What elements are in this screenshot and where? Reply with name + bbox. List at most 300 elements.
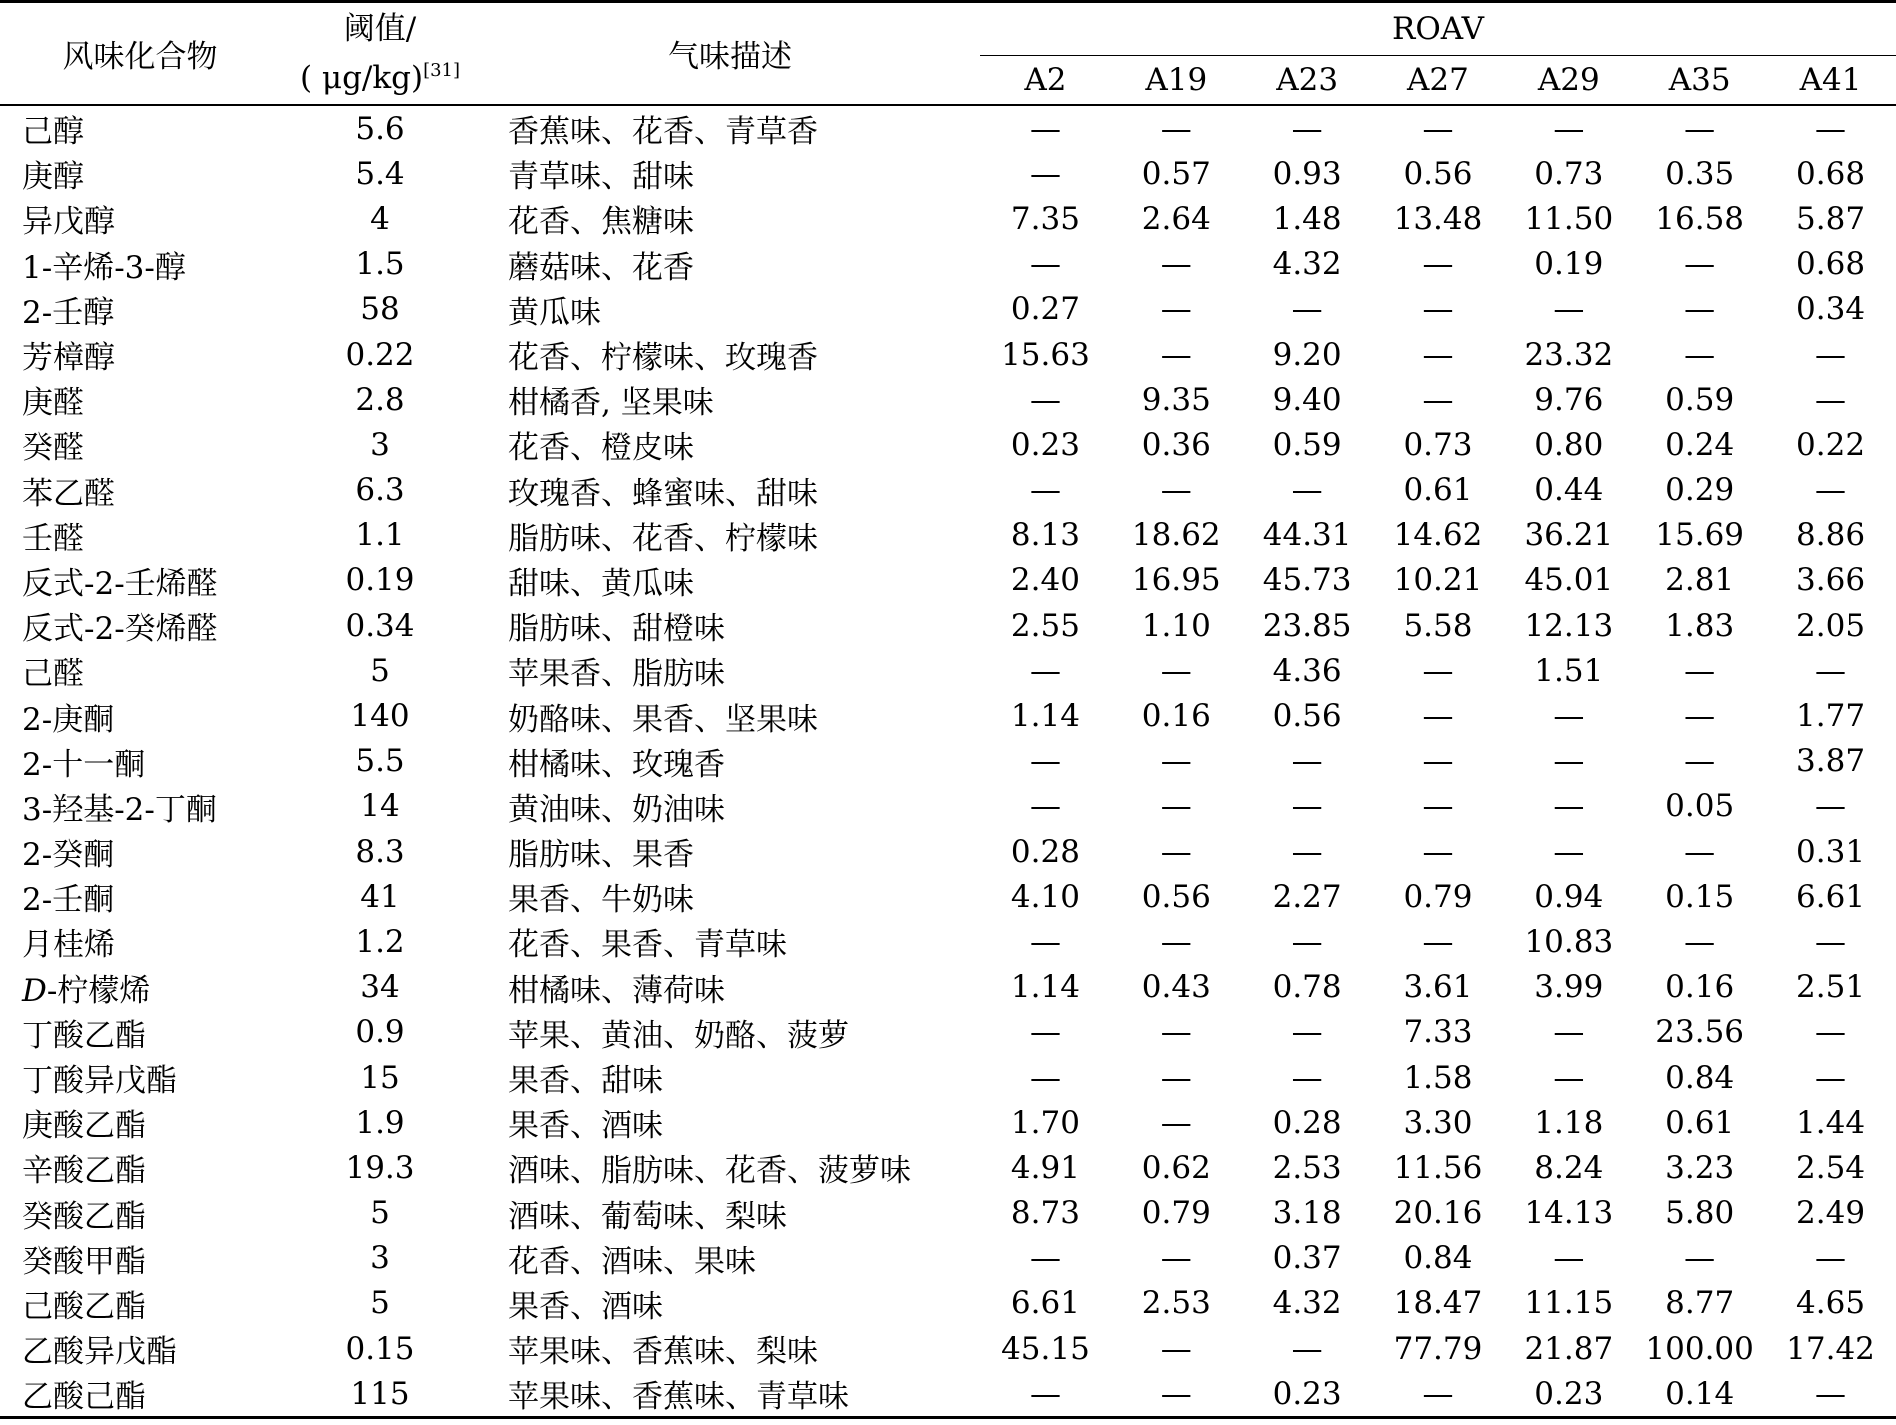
threshold-value: 3 <box>370 426 390 463</box>
roav-value-a41: — <box>1815 1240 1847 1277</box>
compound-name <box>0 105 280 151</box>
roav-value-a2: 4.91 <box>1010 1149 1080 1186</box>
roav-value-a35: 16.58 <box>1655 200 1745 237</box>
roav-value-a19: — <box>1160 336 1192 373</box>
roav-value-a23: — <box>1291 1059 1323 1096</box>
compound-name-text: 2-壬酮 <box>22 882 115 919</box>
table-row <box>0 1326 1896 1371</box>
threshold-value: 1.9 <box>355 1104 405 1141</box>
threshold-value: 1.1 <box>355 517 405 554</box>
roav-value-a23: — <box>1291 743 1323 780</box>
roav-value-a41: 0.68 <box>1796 155 1866 192</box>
roav-value-a23: — <box>1291 788 1323 825</box>
roav-value-a23: — <box>1291 833 1323 870</box>
roav-value-a2: — <box>1029 1059 1061 1096</box>
threshold-value: 19.3 <box>345 1149 415 1186</box>
header-sample-a35: A35 <box>1634 56 1765 106</box>
roav-value-a35: — <box>1684 923 1716 960</box>
roav-value-a23: 0.23 <box>1242 1371 1373 1418</box>
header-sample-a29: A29 <box>1503 56 1634 106</box>
threshold-value: 2.8 <box>355 381 405 418</box>
table-row <box>0 693 1896 738</box>
table-row <box>0 1191 1896 1236</box>
roav-value-a27: 1.58 <box>1403 1059 1473 1096</box>
roav-value-a27: 0.73 <box>1403 426 1473 463</box>
header-sample-a27: A27 <box>1373 56 1504 106</box>
odor-description: 花香、酒味、果味 <box>508 1243 756 1280</box>
roav-value-a29: 0.19 <box>1534 246 1604 283</box>
roav-value-a35: 0.29 <box>1665 472 1735 509</box>
roav-value-a29: — <box>1553 698 1585 735</box>
roav-value-a19: — <box>1160 472 1192 509</box>
roav-value-a23: 2.27 <box>1272 878 1342 915</box>
roav-value-a29: 36.21 <box>1524 517 1614 554</box>
threshold-value: 5.6 <box>355 110 405 147</box>
roav-value-a27: 77.79 <box>1393 1330 1483 1367</box>
roav-value-a35: 0.14 <box>1634 1371 1765 1418</box>
roav-value-a19: — <box>1160 1104 1192 1141</box>
table-row <box>0 1145 1896 1190</box>
compound-name <box>0 377 280 422</box>
odor-description: 果香、酒味 <box>508 1288 663 1325</box>
roav-value-a19: — <box>1160 1059 1192 1096</box>
roav-value-a2: 0.23 <box>1010 426 1080 463</box>
roav-value-a2: — <box>980 1371 1111 1418</box>
compound-name <box>0 196 280 241</box>
roav-value-a29: 14.13 <box>1524 1195 1614 1232</box>
roav-value-a19: — <box>1111 1371 1242 1418</box>
odor-description: 玫瑰香、蜂蜜味、甜味 <box>508 475 818 512</box>
header-sample-a19: A19 <box>1111 56 1242 106</box>
table-row <box>0 151 1896 196</box>
threshold-value: 5.4 <box>355 155 405 192</box>
roav-value-a41: — <box>1815 110 1847 147</box>
roav-value-a2: — <box>1029 923 1061 960</box>
roav-value-a27: 13.48 <box>1393 200 1483 237</box>
header-sample-a23: A23 <box>1242 56 1373 106</box>
roav-value-a29: 0.23 <box>1503 1371 1634 1418</box>
odor-description: 花香、橙皮味 <box>508 430 694 467</box>
roav-value-a29: — <box>1553 743 1585 780</box>
compound-name <box>0 1191 280 1236</box>
roav-value-a2: 1.70 <box>1010 1104 1080 1141</box>
roav-value-a35: 0.59 <box>1665 381 1735 418</box>
compound-name-text: 乙酸异戊酯 <box>22 1334 177 1371</box>
roav-value-a23: 45.73 <box>1262 562 1352 599</box>
threshold-value: 14 <box>360 788 400 825</box>
roav-value-a35: — <box>1684 110 1716 147</box>
table-row <box>0 105 1896 151</box>
roav-value-a27: 7.33 <box>1403 1014 1473 1051</box>
threshold-value: 0.22 <box>345 336 415 373</box>
roav-value-a27: — <box>1373 1371 1504 1418</box>
compound-name <box>0 468 280 513</box>
roav-value-a19: 2.53 <box>1141 1285 1211 1322</box>
roav-value-a19: 2.64 <box>1141 200 1211 237</box>
roav-value-a2: — <box>1029 1014 1061 1051</box>
compound-name-text: 己醇 <box>22 114 84 151</box>
roav-value-a29: 1.18 <box>1534 1104 1604 1141</box>
compound-name <box>0 513 280 558</box>
roav-value-a19: — <box>1160 743 1192 780</box>
threshold-value: 41 <box>360 878 400 915</box>
roav-value-a27: — <box>1422 381 1454 418</box>
table-row <box>0 422 1896 467</box>
roav-value-a41: 4.65 <box>1796 1285 1866 1322</box>
compound-name <box>0 242 280 287</box>
compound-name-text: 丁酸异戊酯 <box>22 1063 177 1100</box>
compound-name-text: 1-辛烯-3-醇 <box>22 249 186 286</box>
roav-value-a2: 1.14 <box>1010 969 1080 1006</box>
roav-value-a41: 5.87 <box>1796 200 1866 237</box>
roav-value-a35: 23.56 <box>1655 1014 1745 1051</box>
compound-name <box>0 829 280 874</box>
roav-value-a27: 0.56 <box>1403 155 1473 192</box>
roav-value-a19: 1.10 <box>1141 607 1211 644</box>
roav-value-a19: — <box>1160 652 1192 689</box>
roav-value-a41: 6.61 <box>1796 878 1866 915</box>
table-row <box>0 377 1896 422</box>
roav-value-a2: 7.35 <box>1010 200 1080 237</box>
compound-name <box>0 332 280 377</box>
roav-value-a2: — <box>1029 1240 1061 1277</box>
header-roav <box>980 2 1896 56</box>
roav-value-a23: 0.59 <box>1272 426 1342 463</box>
table-row <box>0 242 1896 287</box>
compound-name-text: 己醛 <box>22 656 84 693</box>
roav-value-a27: 0.79 <box>1403 878 1473 915</box>
header-threshold-ref: [31] <box>423 60 461 81</box>
roav-value-a35: 0.24 <box>1665 426 1735 463</box>
roav-value-a23: 9.20 <box>1272 336 1342 373</box>
roav-value-a35: 8.77 <box>1665 1285 1735 1322</box>
roav-value-a27: — <box>1422 246 1454 283</box>
roav-value-a35: — <box>1684 246 1716 283</box>
roav-value-a41: — <box>1815 923 1847 960</box>
table-row <box>0 513 1896 558</box>
roav-value-a23: — <box>1291 1330 1323 1367</box>
roav-value-a19: 0.43 <box>1141 969 1211 1006</box>
roav-value-a29: 1.51 <box>1534 652 1604 689</box>
roav-value-a41: 3.66 <box>1796 562 1866 599</box>
roav-value-a27: 20.16 <box>1393 1195 1483 1232</box>
header-threshold-unit: ( μg/kg) <box>299 60 424 96</box>
roav-value-a41: 2.54 <box>1796 1149 1866 1186</box>
compound-name-text: 丁酸乙酯 <box>22 1017 146 1054</box>
roav-value-a27: — <box>1422 923 1454 960</box>
roav-value-a41: — <box>1815 381 1847 418</box>
roav-value-a27: 3.61 <box>1403 969 1473 1006</box>
header-odor <box>480 2 980 106</box>
roav-value-a2: 45.15 <box>1001 1330 1090 1367</box>
roav-value-a27: 10.21 <box>1393 562 1483 599</box>
table-header <box>0 2 1896 106</box>
roav-value-a41: 2.05 <box>1796 607 1866 644</box>
table-row <box>0 1010 1896 1055</box>
roav-value-a29: 0.94 <box>1534 878 1604 915</box>
roav-value-a23: 4.32 <box>1272 246 1342 283</box>
threshold-value: 58 <box>360 291 400 328</box>
compound-name <box>0 1281 280 1326</box>
roav-value-a41: — <box>1815 788 1847 825</box>
roav-value-a23: 3.18 <box>1272 1195 1342 1232</box>
roav-value-a19: — <box>1160 246 1192 283</box>
threshold-value: 5.5 <box>355 743 405 780</box>
roav-value-a19: — <box>1160 1330 1192 1367</box>
compound-name <box>0 648 280 693</box>
header-compound <box>0 2 280 106</box>
threshold-value: 1.2 <box>355 923 405 960</box>
compound-name-text: 苯乙醛 <box>22 475 115 512</box>
roav-value-a2: — <box>1029 155 1061 192</box>
compound-name-text: 癸酸甲酯 <box>22 1243 146 1280</box>
table-row <box>0 468 1896 513</box>
odor-description: 苹果、黄油、奶酪、菠萝 <box>508 1017 849 1054</box>
table-row <box>0 287 1896 332</box>
roav-value-a19: — <box>1160 788 1192 825</box>
roav-value-a27: 5.58 <box>1403 607 1473 644</box>
compound-name <box>0 603 280 648</box>
odor-description: 果香、甜味 <box>508 1063 663 1100</box>
roav-value-a27: — <box>1422 110 1454 147</box>
roav-value-a23: 0.78 <box>1272 969 1342 1006</box>
header-threshold-line1: 阈值/ <box>343 11 417 47</box>
roav-value-a2: 2.55 <box>1010 607 1080 644</box>
table-row <box>0 965 1896 1010</box>
compound-name <box>0 919 280 964</box>
odor-description: 柑橘香, 坚果味 <box>508 385 714 422</box>
compound-name <box>0 1100 280 1145</box>
threshold-value: 8.3 <box>355 833 405 870</box>
table-row <box>0 874 1896 919</box>
threshold-value: 5 <box>370 652 390 689</box>
threshold-value: 4 <box>370 200 390 237</box>
odor-description: 黄油味、奶油味 <box>508 791 725 828</box>
odor-description: 香蕉味、花香、青草香 <box>508 114 818 151</box>
table-row <box>0 558 1896 603</box>
compound-name-text: 2-癸酮 <box>22 837 115 874</box>
compound-name <box>0 965 280 1010</box>
roav-value-a41: 17.42 <box>1786 1330 1875 1367</box>
roav-value-a41: 1.77 <box>1796 698 1866 735</box>
roav-value-a19: — <box>1160 1014 1192 1051</box>
compound-name <box>0 558 280 603</box>
roav-value-a29: 11.15 <box>1524 1285 1614 1322</box>
roav-value-a41: — <box>1815 472 1847 509</box>
roav-value-a23: 9.40 <box>1272 381 1342 418</box>
compound-name-text: 癸醛 <box>22 430 84 467</box>
roav-value-a29: — <box>1553 788 1585 825</box>
roav-value-a2: 2.40 <box>1010 562 1080 599</box>
threshold-value: 6.3 <box>355 472 405 509</box>
roav-value-a23: 0.56 <box>1272 698 1342 735</box>
compound-name-text: 反式-2-癸烯醛 <box>22 611 218 648</box>
roav-value-a29: 23.32 <box>1524 336 1614 373</box>
compound-name-text: 己酸乙酯 <box>22 1288 146 1325</box>
roav-value-a27: — <box>1422 698 1454 735</box>
header-roav-label: ROAV <box>1392 11 1484 47</box>
compound-name <box>0 151 280 196</box>
table-row <box>0 1371 1896 1418</box>
roav-value-a2: 8.73 <box>1010 1195 1080 1232</box>
odor-description: 苹果味、香蕉味、梨味 <box>508 1334 818 1371</box>
roav-value-a27: 14.62 <box>1393 517 1483 554</box>
compound-name-text: 2-壬醇 <box>22 294 115 331</box>
roav-value-a19: 0.56 <box>1141 878 1211 915</box>
header-threshold <box>280 2 480 106</box>
odor-description: 酒味、脂肪味、花香、菠萝味 <box>508 1153 911 1190</box>
compound-name-text: 壬醛 <box>22 520 84 557</box>
roav-value-a35: — <box>1684 698 1716 735</box>
table-row <box>0 1055 1896 1100</box>
compound-name-text: 反式-2-壬烯醛 <box>22 565 218 602</box>
compound-name <box>0 422 280 467</box>
roav-value-a41: — <box>1815 1014 1847 1051</box>
roav-value-a41: 3.87 <box>1796 743 1866 780</box>
roav-value-a29: 21.87 <box>1524 1330 1614 1367</box>
roav-value-a19: 0.62 <box>1141 1149 1211 1186</box>
threshold-value: 0.15 <box>345 1330 415 1367</box>
compound-name-text: 月桂烯 <box>22 927 115 964</box>
roav-value-a2: — <box>1029 381 1061 418</box>
threshold-value: 115 <box>280 1371 480 1418</box>
roav-value-a19: 9.35 <box>1141 381 1211 418</box>
roav-value-a23: — <box>1291 291 1323 328</box>
roav-value-a29: 0.44 <box>1534 472 1604 509</box>
table-row <box>0 332 1896 377</box>
odor-description: 黄瓜味 <box>508 294 601 331</box>
table-row <box>0 784 1896 829</box>
roav-value-a27: 18.47 <box>1393 1285 1483 1322</box>
roav-value-a35: — <box>1684 833 1716 870</box>
roav-value-a19: — <box>1160 923 1192 960</box>
roav-value-a27: — <box>1422 336 1454 373</box>
threshold-value: 3 <box>370 1240 390 1277</box>
roav-value-a29: 8.24 <box>1534 1149 1604 1186</box>
roav-value-a2: — <box>1029 652 1061 689</box>
compound-name-text: -柠檬烯 <box>46 972 151 1009</box>
roav-value-a35: — <box>1684 743 1716 780</box>
odor-description: 苹果味、香蕉味、青草味 <box>480 1371 980 1418</box>
roav-value-a23: — <box>1291 110 1323 147</box>
compound-name-text: 乙酸己酯 <box>22 1379 146 1416</box>
roav-value-a35: 15.69 <box>1655 517 1745 554</box>
roav-value-a23: 23.85 <box>1262 607 1352 644</box>
roav-value-a29: — <box>1553 291 1585 328</box>
roav-value-a2: 6.61 <box>1010 1285 1080 1322</box>
roav-value-a23: — <box>1291 923 1323 960</box>
header-odor-label: 气味描述 <box>668 39 792 75</box>
odor-description: 脂肪味、甜橙味 <box>508 611 725 648</box>
roav-value-a41: — <box>1815 652 1847 689</box>
threshold-value: 0.34 <box>345 607 415 644</box>
odor-description: 苹果香、脂肪味 <box>508 656 725 693</box>
roav-value-a23: 0.37 <box>1272 1240 1342 1277</box>
table-row <box>0 1100 1896 1145</box>
threshold-value: 0.9 <box>355 1014 405 1051</box>
roav-value-a35: 100.00 <box>1645 1330 1754 1367</box>
roav-value-a23: 0.93 <box>1272 155 1342 192</box>
roav-value-a29: — <box>1553 833 1585 870</box>
roav-value-a41: — <box>1765 1371 1896 1418</box>
roav-value-a29: 3.99 <box>1534 969 1604 1006</box>
roav-value-a35: 0.84 <box>1665 1059 1735 1096</box>
header-sample-a41: A41 <box>1765 56 1896 106</box>
compound-name <box>0 1326 280 1371</box>
roav-value-a23: — <box>1291 1014 1323 1051</box>
compound-name <box>0 287 280 332</box>
roav-value-a23: — <box>1291 472 1323 509</box>
compound-name-prefix: D <box>22 972 47 1009</box>
roav-value-a29: 0.80 <box>1534 426 1604 463</box>
compound-name <box>0 1010 280 1055</box>
roav-value-a41: 0.68 <box>1796 246 1866 283</box>
roav-value-a27: 0.84 <box>1403 1240 1473 1277</box>
roav-value-a35: — <box>1684 336 1716 373</box>
roav-value-a19: 0.36 <box>1141 426 1211 463</box>
odor-description: 花香、柠檬味、玫瑰香 <box>508 340 818 377</box>
roav-value-a19: 0.57 <box>1141 155 1211 192</box>
roav-value-a23: 0.28 <box>1272 1104 1342 1141</box>
roav-value-a2: 0.27 <box>1010 291 1080 328</box>
threshold-value: 15 <box>360 1059 400 1096</box>
odor-description: 酒味、葡萄味、梨味 <box>508 1198 787 1235</box>
compound-name-text: 2-庚酮 <box>22 701 115 738</box>
threshold-value: 140 <box>350 698 410 735</box>
roav-value-a29: 11.50 <box>1524 200 1614 237</box>
compound-name <box>0 1236 280 1281</box>
roav-value-a27: — <box>1422 291 1454 328</box>
table-row <box>0 1281 1896 1326</box>
odor-description: 果香、牛奶味 <box>508 882 694 919</box>
roav-value-a2: — <box>1029 110 1061 147</box>
roav-value-a41: 0.34 <box>1796 291 1866 328</box>
roav-value-a35: 0.35 <box>1665 155 1735 192</box>
compound-name-text: 庚醛 <box>22 385 84 422</box>
compound-name-text: 芳樟醇 <box>22 340 115 377</box>
odor-description: 脂肪味、花香、柠檬味 <box>508 520 818 557</box>
roav-value-a27: — <box>1422 833 1454 870</box>
roav-value-a2: 8.13 <box>1010 517 1080 554</box>
roav-value-a27: — <box>1422 788 1454 825</box>
roav-value-a41: 1.44 <box>1796 1104 1866 1141</box>
roav-value-a41: 0.31 <box>1796 833 1866 870</box>
roav-value-a19: — <box>1160 833 1192 870</box>
odor-description: 蘑菇味、花香 <box>508 249 694 286</box>
compound-name <box>0 1145 280 1190</box>
roav-value-a27: — <box>1422 743 1454 780</box>
roav-value-a23: 2.53 <box>1272 1149 1342 1186</box>
odor-description: 花香、焦糖味 <box>508 204 694 241</box>
roav-value-a29: 12.13 <box>1524 607 1614 644</box>
threshold-value: 34 <box>360 969 400 1006</box>
header-compound-label: 风味化合物 <box>62 39 218 75</box>
roav-value-a19: — <box>1160 291 1192 328</box>
roav-value-a29: 10.83 <box>1524 923 1614 960</box>
roav-value-a23: 44.31 <box>1262 517 1352 554</box>
roav-value-a41: 8.86 <box>1796 517 1866 554</box>
table-row <box>0 648 1896 693</box>
roav-value-a41: — <box>1815 336 1847 373</box>
compound-name <box>0 874 280 919</box>
roav-value-a35: — <box>1684 1240 1716 1277</box>
roav-value-a35: 0.16 <box>1665 969 1735 1006</box>
roav-value-a2: — <box>1029 743 1061 780</box>
roav-value-a27: 0.61 <box>1403 472 1473 509</box>
table-row <box>0 603 1896 648</box>
roav-value-a29: 45.01 <box>1524 562 1614 599</box>
table-row <box>0 739 1896 784</box>
